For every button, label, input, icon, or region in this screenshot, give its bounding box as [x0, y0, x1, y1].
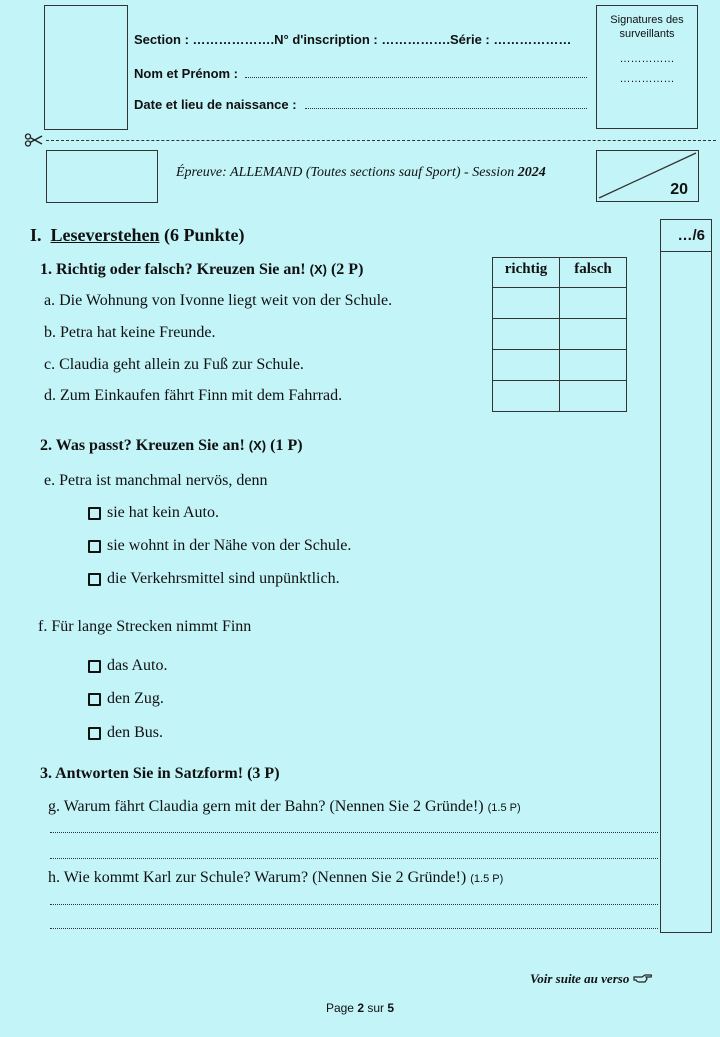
answer-line-h-2[interactable] — [50, 928, 658, 929]
score-column — [660, 219, 712, 933]
q2-f-stem: f. Für lange Strecken nimmt Finn — [38, 618, 252, 635]
q2-e-option-3[interactable]: die Verkehrsmittel sind unpünktlich. — [88, 570, 340, 588]
serie-field[interactable]: ……………… — [493, 32, 572, 47]
page-number: Page 2 sur 5 — [325, 1001, 395, 1015]
answer-line-g-2[interactable] — [50, 858, 658, 859]
checkbox-icon[interactable] — [88, 507, 101, 520]
answer-line-h-1[interactable] — [50, 904, 658, 905]
exam-title: Épreuve: ALLEMAND (Toutes sections sauf Sport) - Session 2024 — [176, 165, 546, 180]
col-falsch: falsch — [560, 258, 627, 288]
q1-item-c: c. Claudia geht allein zu Fuß zur Schule. — [44, 356, 304, 373]
q2-title: 2. Was passt? Kreuzen Sie an! (X) (1 P) — [40, 437, 303, 454]
cut-line — [46, 140, 716, 141]
q3-g-question: g. Warum fährt Claudia gern mit der Bahn? (Nennen Sie 2 Gründe!) (1.5 P) — [48, 798, 521, 815]
q1-item-b: b. Petra hat keine Freunde. — [44, 324, 216, 341]
verso-note: Voir suite au verso — [530, 971, 653, 987]
signature-field-1[interactable]: …………… — [619, 53, 675, 65]
answer-line-g-1[interactable] — [50, 832, 658, 833]
q2-f-option-1[interactable]: das Auto. — [88, 657, 167, 675]
cell-c-falsch[interactable] — [560, 350, 627, 381]
cell-a-richtig[interactable] — [493, 288, 560, 319]
total-score: 20 — [670, 181, 688, 198]
checkbox-icon[interactable] — [88, 540, 101, 553]
cell-d-falsch[interactable] — [560, 381, 627, 412]
scissors-icon — [24, 133, 44, 147]
signatures-box — [596, 5, 698, 129]
col-richtig: richtig — [493, 258, 560, 288]
q1-item-d: d. Zum Einkaufen fährt Finn mit dem Fahrrad. — [44, 387, 343, 404]
part-heading: I. Leseverstehen (6 Punkte) — [30, 225, 245, 245]
q2-e-stem: e. Petra ist manchmal nervös, denn — [44, 472, 268, 489]
section-field[interactable]: ………………. — [192, 32, 275, 47]
code-box — [46, 150, 158, 203]
checkbox-icon[interactable] — [88, 693, 101, 706]
score-cell — [661, 220, 711, 252]
cell-d-richtig[interactable] — [493, 381, 560, 412]
q2-f-option-3[interactable]: den Bus. — [88, 724, 163, 742]
signatures-title: Signatures des surveillants — [610, 14, 684, 40]
cell-c-richtig[interactable] — [493, 350, 560, 381]
q1-item-a: a. Die Wohnung von Ivonne liegt weit von der Schule. — [44, 292, 393, 309]
q1-title: 1. Richtig oder falsch? Kreuzen Sie an! (X) (2 P) — [40, 261, 364, 278]
total-score-box — [596, 150, 699, 202]
section-line: Section : ……………….N° d'inscription : …………….Série : ……………… — [134, 32, 572, 47]
naissance-line: Date et lieu de naissance : — [134, 97, 297, 112]
signature-field-2[interactable]: …………… — [619, 73, 675, 85]
q3-title: 3. Antworten Sie in Satzform! (3 P) — [40, 765, 280, 782]
nom-field[interactable] — [245, 77, 587, 78]
naissance-field[interactable] — [305, 108, 587, 109]
pointing-hand-icon — [633, 973, 653, 985]
cell-b-richtig[interactable] — [493, 319, 560, 350]
q2-e-option-2[interactable]: sie wohnt in der Nähe von der Schule. — [88, 537, 351, 555]
checkbox-icon[interactable] — [88, 660, 101, 673]
richtig-falsch-table — [492, 257, 627, 412]
q3-h-question: h. Wie kommt Karl zur Schule? Warum? (Nennen Sie 2 Gründe!) (1.5 P) — [48, 869, 504, 886]
q2-e-option-1[interactable]: sie hat kein Auto. — [88, 504, 219, 522]
q2-f-option-2[interactable]: den Zug. — [88, 690, 164, 708]
checkbox-icon[interactable] — [88, 727, 101, 740]
inscription-field[interactable]: ……………. — [381, 32, 450, 47]
nom-line: Nom et Prénom : — [134, 66, 239, 81]
photo-box — [44, 5, 128, 130]
part-score: …/6 — [677, 227, 705, 244]
cell-a-falsch[interactable] — [560, 288, 627, 319]
checkbox-icon[interactable] — [88, 573, 101, 586]
cell-b-falsch[interactable] — [560, 319, 627, 350]
